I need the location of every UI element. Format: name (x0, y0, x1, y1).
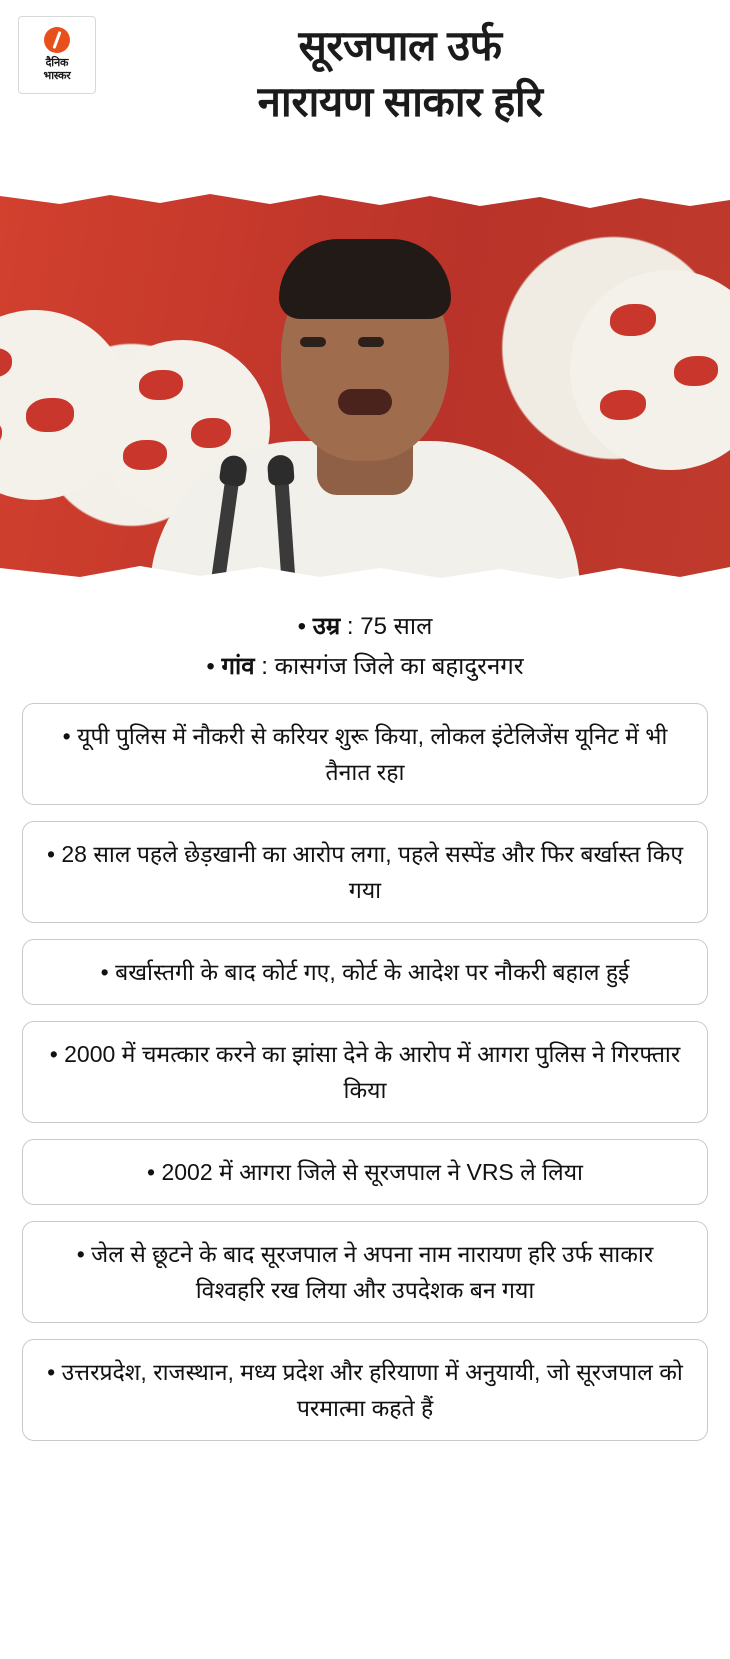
fact-village-label: गांव (221, 653, 255, 680)
fact-age-separator: : (340, 613, 361, 640)
list-item: • जेल से छूटने के बाद सूरजपाल ने अपना नाम नारायण हरि उर्फ साकार विश्वहरि रख लिया और उपदेशक बन गया (22, 1221, 708, 1323)
list-item: • यूपी पुलिस में नौकरी से करियर शुरू किया, लोकल इंटेलिजेंस यूनिट में भी तैनात रहा (22, 703, 708, 805)
fact-age (0, 607, 730, 647)
header (0, 0, 730, 190)
list-item: • 28 साल पहले छेड़खानी का आरोप लगा, पहले सस्पेंड और फिर बर्खास्त किए गया (22, 821, 708, 923)
key-facts (0, 585, 730, 693)
brand-logo-line1: दैनिक (45, 57, 69, 69)
timeline-cards (0, 693, 730, 1457)
brand-logo-line2: भास्कर (43, 70, 71, 82)
page-title (96, 0, 730, 130)
bullet-icon: • (206, 653, 215, 680)
subject-figure (200, 261, 530, 585)
list-item: • 2002 में आगरा जिले से सूरजपाल ने VRS ले लिया (22, 1139, 708, 1205)
brand-logo[interactable] (18, 16, 96, 94)
sun-icon (44, 27, 70, 53)
list-item: • 2000 में चमत्कार करने का झांसा देने के आरोप में आगरा पुलिस ने गिरफ्तार किया (22, 1021, 708, 1123)
list-item: • बर्खास्तगी के बाद कोर्ट गए, कोर्ट के आदेश पर नौकरी बहाल हुई (22, 939, 708, 1005)
fact-age-label: उम्र (312, 613, 341, 640)
bullet-icon: • (297, 613, 307, 640)
title-line-2: नारायण साकार हरि (257, 78, 543, 125)
title-line-1: सूरजपाल उर्फ (298, 22, 502, 69)
list-item: • उत्तरप्रदेश, राजस्थान, मध्य प्रदेश और हरियाणा में अनुयायी, जो सूरजपाल को परमात्मा कहते हैं (22, 1339, 708, 1441)
subject-photo (0, 190, 730, 585)
fact-village-value: कासगंज जिले का बहादुरनगर (274, 653, 524, 680)
fact-village (0, 647, 730, 687)
fact-village-separator: : (254, 653, 275, 680)
fact-age-value: 75 साल (360, 613, 433, 640)
